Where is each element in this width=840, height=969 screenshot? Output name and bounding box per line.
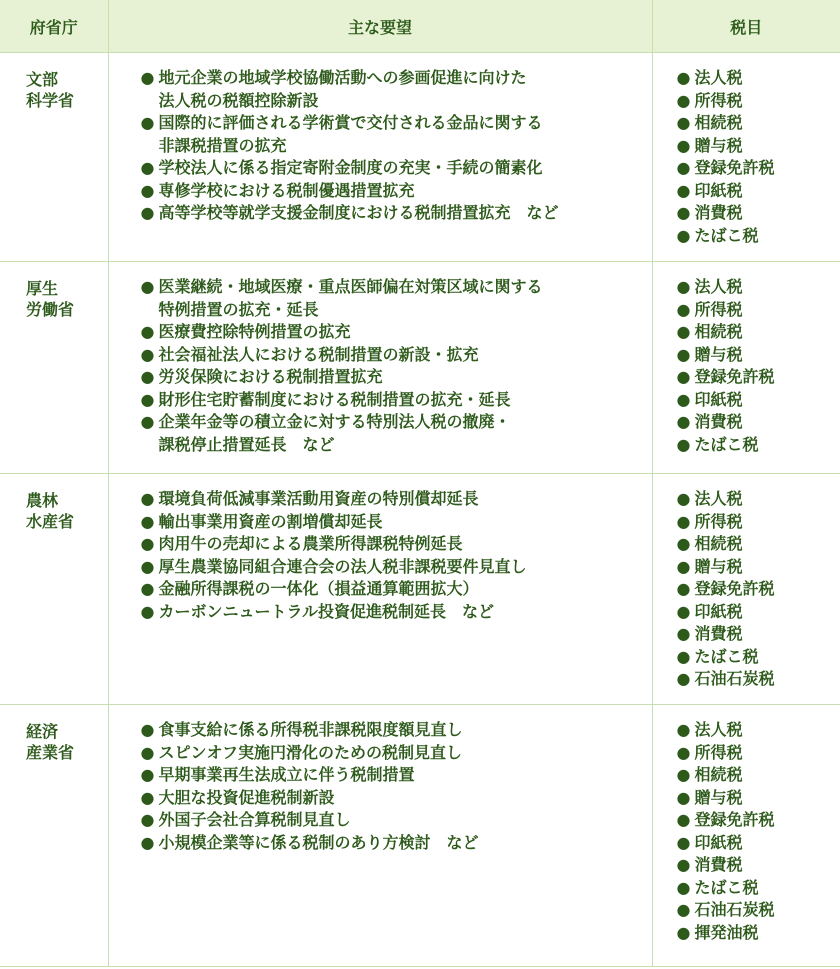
tax-item [677,533,840,556]
tax-name: 登録免許税 [694,579,775,598]
bullet-icon: ● [676,322,691,341]
request-item [141,389,652,412]
tax-item [677,601,840,624]
tax-name: 印紙税 [694,389,743,409]
request-item [141,511,652,534]
table-row [0,53,840,262]
bullet-icon: ● [676,277,691,296]
bullet-icon: ● [676,832,691,852]
ministry-cell [0,705,108,967]
tax-name: 相続税 [694,534,743,553]
header-requests: 主な要望 [108,0,652,53]
request-text: 地元企業の地域学校協働活動への参画促進に向けた 法人税の税額控除新設 [158,68,527,110]
bullet-icon: ● [140,832,155,852]
header-ministry: 府省庁 [0,0,108,53]
request-item [141,112,652,157]
bullet-icon: ● [676,412,691,431]
request-text: 医業継続・地域医療・重点医師偏在対策区域に関する 特例措置の拡充・延長 [158,277,543,319]
taxes-cell [652,474,840,705]
tax-item [677,67,840,90]
request-text: 国際的に評価される学術賞で交付される金品に関する 非課税措置の拡充 [158,113,543,155]
tax-name: 消費税 [694,412,743,431]
bullet-icon: ● [140,344,155,364]
requests-cell [108,262,652,474]
tax-name: 印紙税 [694,180,743,200]
request-item [141,180,652,203]
ministry-name: 農林 水産省 [26,491,75,531]
tax-name: 贈与税 [694,344,743,364]
tax-item [677,321,840,344]
tax-name: 揮発油税 [694,922,759,942]
request-text: 厚生農業協同組合連合会の法人税非課税要件見直し [158,556,527,576]
tax-name: たばこ税 [694,434,759,454]
bullet-icon: ● [676,203,691,222]
tax-item [677,578,840,601]
tax-item [677,742,840,765]
bullet-icon: ● [676,556,691,576]
tax-name: 所得税 [694,742,743,762]
tax-item [677,922,840,945]
tax-item [677,135,840,158]
tax-item [677,832,840,855]
bullet-icon: ● [676,158,691,177]
tax-name: 消費税 [694,624,743,643]
request-item [141,719,652,742]
request-text: 肉用牛の売却による農業所得課税特例延長 [158,534,463,553]
tax-item [677,366,840,389]
bullet-icon: ● [676,90,691,110]
tax-item [677,764,840,787]
tax-name: 消費税 [694,203,743,222]
tax-item [677,434,840,457]
request-text: 金融所得課税の一体化（損益通算範囲拡大） [158,579,479,598]
tax-name: 登録免許税 [694,158,775,177]
requests-cell [108,53,652,262]
tax-item [677,556,840,579]
bullet-icon: ● [676,579,691,598]
request-text: 輸出事業用資産の割増償却延長 [158,511,383,531]
bullet-icon: ● [676,299,691,319]
tax-name: 法人税 [694,68,743,87]
bullet-icon: ● [676,624,691,643]
request-text: 食事支給に係る所得税非課税限度額見直し [158,720,463,739]
ministry-name: 厚生 労働省 [26,279,75,319]
request-text: 労災保険における税制措置拡充 [158,367,383,386]
tax-item [677,112,840,135]
requests-cell [108,705,652,967]
tax-item [677,646,840,669]
tax-name: 贈与税 [694,556,743,576]
tax-item [677,276,840,299]
request-item [141,157,652,180]
bullet-icon: ● [140,412,155,431]
tax-name: 消費税 [694,855,743,874]
tax-name: たばこ税 [694,225,759,245]
tax-item [677,668,840,691]
bullet-icon: ● [140,579,155,598]
bullet-icon: ● [676,68,691,87]
tax-item [677,202,840,225]
bullet-icon: ● [676,225,691,245]
bullet-icon: ● [676,810,691,829]
bullet-icon: ● [676,434,691,454]
ministry-cell [0,262,108,474]
requests-cell [108,474,652,705]
ministry-cell [0,474,108,705]
request-text: 財形住宅貯蓄制度における税制措置の拡充・延長 [158,389,511,409]
tax-name: 石油石炭税 [694,900,775,919]
tax-name: 印紙税 [694,601,743,621]
request-text: 小規模企業等に係る税制のあり方検討 など [158,832,479,852]
request-text: カーボンニュートラル投資促進税制延長 など [158,601,495,621]
request-item [141,742,652,765]
tax-item [677,899,840,922]
tax-name: 相続税 [694,113,743,132]
tax-name: 所得税 [694,90,743,110]
bullet-icon: ● [140,810,155,829]
tax-name: 所得税 [694,511,743,531]
bullet-icon: ● [676,389,691,409]
bullet-icon: ● [676,669,691,688]
request-item [141,533,652,556]
request-text: 学校法人に係る指定寄附金制度の充実・手続の簡素化 [158,158,543,177]
bullet-icon: ● [140,556,155,576]
table-row [0,474,840,705]
bullet-icon: ● [676,601,691,621]
tax-name: 石油石炭税 [694,669,775,688]
bullet-icon: ● [676,113,691,132]
bullet-icon: ● [140,277,155,296]
bullet-icon: ● [676,489,691,508]
tax-name: 法人税 [694,720,743,739]
bullet-icon: ● [676,180,691,200]
tax-item [677,787,840,810]
tax-item [677,411,840,434]
bullet-icon: ● [676,855,691,874]
bullet-icon: ● [140,180,155,200]
request-text: 外国子会社合算税制見直し [158,810,351,829]
tax-item [677,344,840,367]
request-item [141,67,652,112]
tax-name: たばこ税 [694,646,759,666]
tax-name: 法人税 [694,489,743,508]
tax-item [677,809,840,832]
bullet-icon: ● [140,489,155,508]
tax-item [677,389,840,412]
tax-name: 贈与税 [694,787,743,807]
bullet-icon: ● [140,534,155,553]
bullet-icon: ● [676,742,691,762]
bullet-icon: ● [676,511,691,531]
tax-name: 印紙税 [694,832,743,852]
request-item [141,832,652,855]
tax-name: 相続税 [694,765,743,784]
bullet-icon: ● [676,787,691,807]
bullet-icon: ● [140,113,155,132]
request-text: 専修学校における税制優遇措置拡充 [158,180,415,200]
bullet-icon: ● [140,787,155,807]
tax-item [677,623,840,646]
tax-item [677,157,840,180]
bullet-icon: ● [140,203,155,222]
table-row [0,705,840,967]
taxes-cell [652,705,840,967]
request-item [141,787,652,810]
request-text: 社会福祉法人における税制措置の新設・拡充 [158,344,479,364]
request-item [141,764,652,787]
request-item [141,366,652,389]
tax-item [677,719,840,742]
request-item [141,809,652,832]
request-item [141,601,652,624]
table-row [0,262,840,474]
request-text: 企業年金等の積立金に対する特別法人税の撤廃・ 課税停止措置延長 など [158,412,511,454]
bullet-icon: ● [140,765,155,784]
tax-name: 登録免許税 [694,367,775,386]
request-item [141,202,652,225]
tax-name: たばこ税 [694,877,759,897]
request-text: 高等学校等就学支援金制度における税制措置拡充 など [158,203,559,222]
bullet-icon: ● [676,922,691,942]
request-item [141,276,652,321]
ministry-cell [0,53,108,262]
bullet-icon: ● [676,344,691,364]
tax-item [677,299,840,322]
bullet-icon: ● [140,511,155,531]
bullet-icon: ● [676,646,691,666]
request-item [141,411,652,456]
request-text: 早期事業再生法成立に伴う税制措置 [158,765,415,784]
request-item [141,344,652,367]
request-text: 医療費控除特例措置の拡充 [158,322,351,341]
tax-item [677,225,840,248]
header-row [0,0,840,53]
header-taxes: 税目 [652,0,840,53]
taxes-cell [652,262,840,474]
tax-item [677,90,840,113]
tax-name: 法人税 [694,277,743,296]
request-text: 大胆な投資促進税制新設 [158,787,335,807]
ministry-name: 経済 産業省 [26,722,75,762]
bullet-icon: ● [140,720,155,739]
bullet-icon: ● [676,135,691,155]
request-item [141,556,652,579]
tax-name: 贈与税 [694,135,743,155]
bullet-icon: ● [140,68,155,87]
tax-name: 相続税 [694,322,743,341]
bullet-icon: ● [676,877,691,897]
tax-name: 登録免許税 [694,810,775,829]
tax-item [677,488,840,511]
bullet-icon: ● [140,742,155,762]
bullet-icon: ● [676,367,691,386]
ministry-name: 文部 科学省 [26,70,75,110]
taxes-cell [652,53,840,262]
bullet-icon: ● [140,389,155,409]
tax-item [677,877,840,900]
request-item [141,578,652,601]
bullet-icon: ● [676,765,691,784]
bullet-icon: ● [676,534,691,553]
bullet-icon: ● [140,322,155,341]
tax-item [677,511,840,534]
bullet-icon: ● [140,601,155,621]
tax-name: 所得税 [694,299,743,319]
tax-item [677,854,840,877]
tax-item [677,180,840,203]
bullet-icon: ● [676,720,691,739]
bullet-icon: ● [140,158,155,177]
bullet-icon: ● [676,900,691,919]
bullet-icon: ● [140,367,155,386]
request-item [141,321,652,344]
request-text: 環境負荷低減事業活動用資産の特別償却延長 [158,489,479,508]
request-item [141,488,652,511]
request-text: スピンオフ実施円滑化のための税制見直し [158,742,463,762]
